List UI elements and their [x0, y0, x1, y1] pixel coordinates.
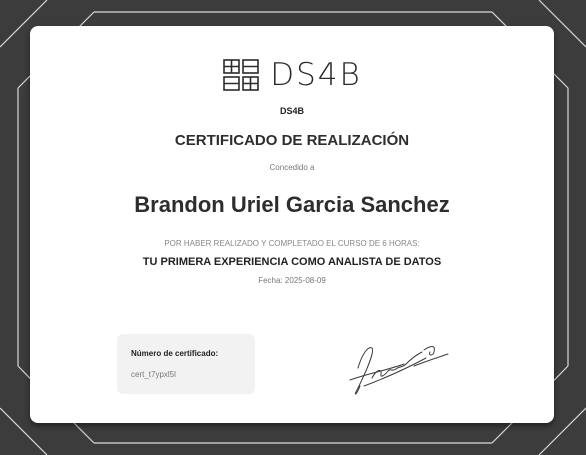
awarded-to-label: Concedido a [269, 163, 315, 172]
issue-date: Fecha: 2025-08-09 [258, 276, 326, 285]
certificate-number-label: Número de certificado: [131, 349, 219, 358]
certificate-number-box [117, 334, 255, 394]
certificate-number[interactable]: cert_t7ypxl5l [131, 370, 176, 379]
course-name: TU PRIMERA EXPERIENCIA COMO ANALISTA DE DATOS [142, 256, 442, 268]
signature-image [344, 328, 454, 402]
completion-reason: POR HABER REALIZADO Y COMPLETADO EL CURSO DE 6 HORAS: [164, 239, 420, 248]
certificate-card [30, 26, 554, 423]
ds4b-logo-icon [222, 58, 260, 92]
organization-name: DS4B [279, 106, 304, 116]
recipient-name: Brandon Uriel Garcia Sanchez [134, 192, 450, 217]
logo-wordmark: DS4B [270, 57, 362, 93]
certificate-title: CERTIFICADO DE REALIZACIÓN [174, 132, 410, 149]
brand-logo [30, 55, 554, 95]
